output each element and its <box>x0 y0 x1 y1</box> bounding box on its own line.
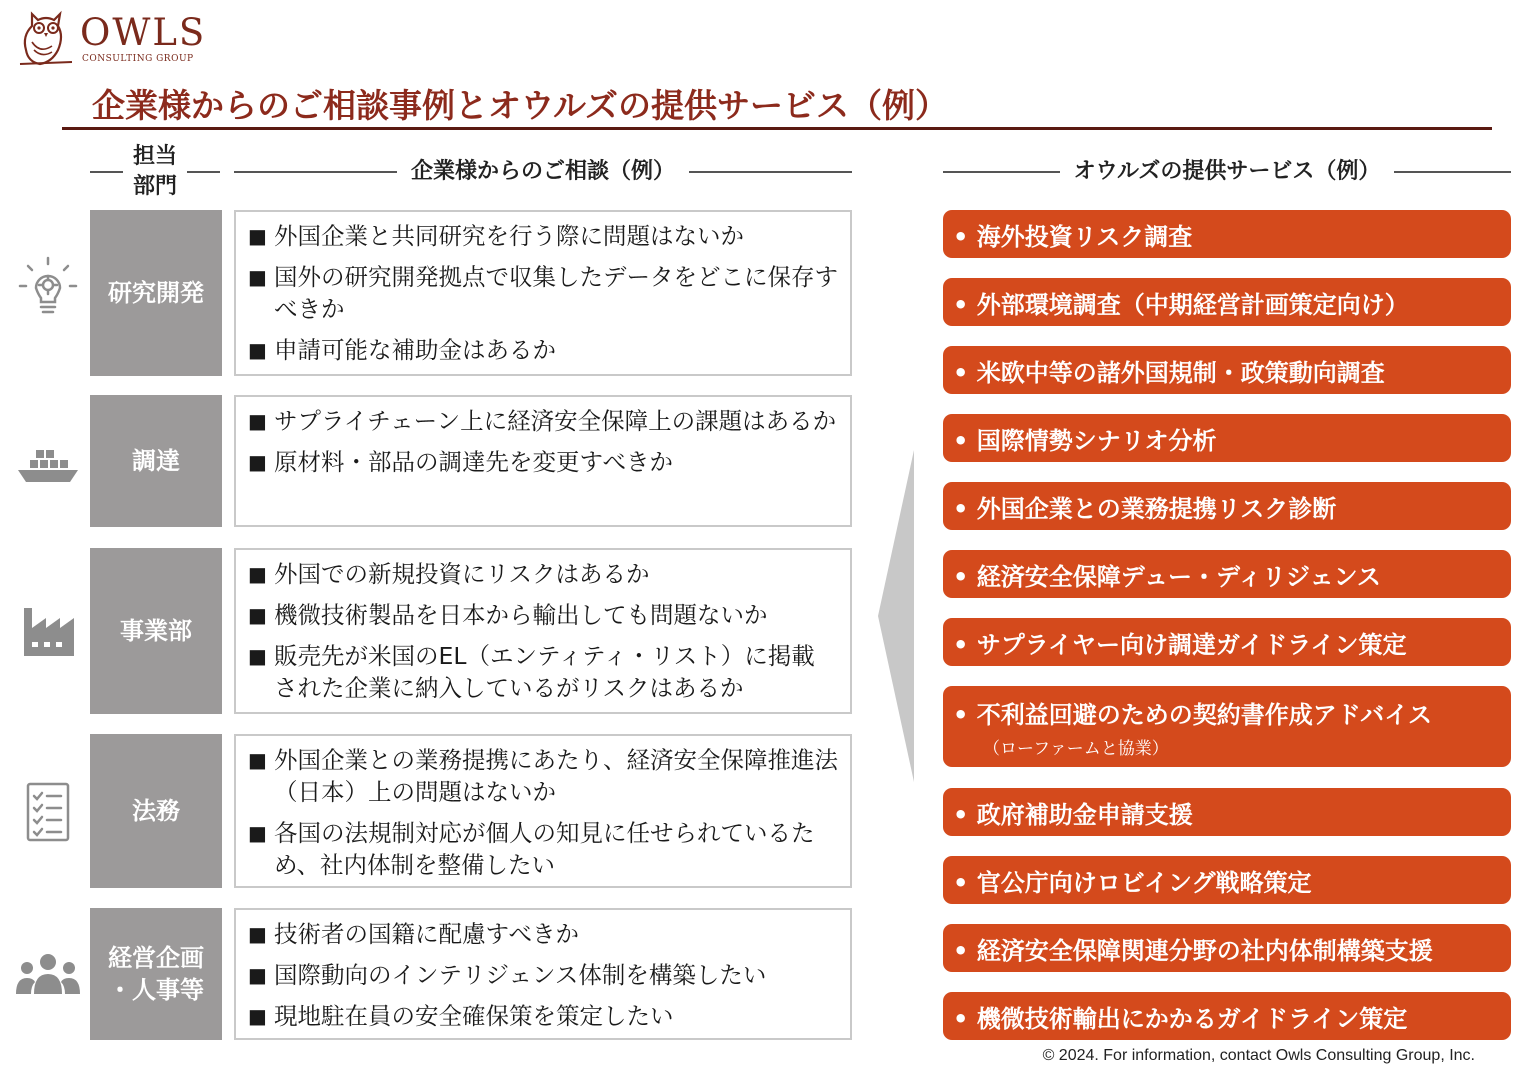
list-item: ■ 販売先が米国のEL（エンティティ・リスト）に掲載された企業に納入しているがリスクはあるか <box>248 642 815 702</box>
service-item: • 経済安全保障デュー・ディリジェンス <box>943 550 1511 598</box>
list-item: ■ 外国での新規投資にリスクはあるか <box>248 560 650 588</box>
consultation-box-legal <box>234 734 852 888</box>
consultation-header-label: 企業様からのご相談（例） <box>411 159 676 185</box>
dept-label-rnd: 研究開発 <box>90 210 222 376</box>
services-column-header <box>943 152 1511 192</box>
logo-subtitle: CONSULTING GROUP <box>82 54 194 64</box>
copyright-footer: © 2024. For information, contact Owls Consulting Group, Inc. <box>1042 1047 1475 1064</box>
service-item: • 経済安全保障関連分野の社内体制構築支援 <box>943 924 1511 972</box>
services-header-label: オウルズの提供サービス（例） <box>1073 159 1381 185</box>
list-item: ■ 現地駐在員の安全確保策を策定したい <box>248 1002 674 1030</box>
cargo-ship-icon <box>14 428 82 496</box>
page-title: 企業様からのご相談事例とオウルズの提供サービス（例） <box>92 86 949 125</box>
dept-label-line2: ・人事等 <box>108 976 204 1004</box>
consultation-box-rnd <box>234 210 852 376</box>
list-item: ■ 外国企業と共同研究を行う際に問題はないか <box>248 222 744 250</box>
dept-label-line1: 経営企画 <box>108 943 204 972</box>
people-group-icon <box>14 942 82 1010</box>
company-logo <box>18 6 218 68</box>
consultation-box-planning-hr <box>234 908 852 1040</box>
factory-icon <box>14 596 82 664</box>
list-item: ■ 機微技術製品を日本から輸出しても問題ないか <box>248 601 768 629</box>
dept-column-header <box>90 140 220 204</box>
list-item: ■ 申請可能な補助金はあるか <box>248 336 556 364</box>
service-item: • 海外投資リスク調査 <box>943 210 1511 258</box>
service-item: • 機微技術輸出にかかるガイドライン策定 <box>943 992 1511 1040</box>
consultation-box-business <box>234 548 852 714</box>
list-item: ■ 各国の法規制対応が個人の知見に任せられているため、社内体制を整備したい <box>248 819 815 879</box>
service-item: • 国際情勢シナリオ分析 <box>943 414 1511 462</box>
list-item: ■ 外国企業との業務提携にあたり、経済安全保障推進法（日本）上の問題はないか <box>248 746 838 806</box>
consultation-box-procurement <box>234 395 852 527</box>
checklist-icon <box>14 778 82 846</box>
service-item: • 不利益回避のための契約書作成アドバイス （ローファームと協業） <box>943 686 1511 767</box>
list-item: ■ 原材料・部品の調達先を変更すべきか <box>248 448 674 476</box>
list-item: ■ 国外の研究開発拠点で収集したデータをどこに保存すべきか <box>248 263 838 323</box>
left-arrow-icon <box>876 450 916 782</box>
service-item: • 外国企業との業務提携リスク診断 <box>943 482 1511 530</box>
service-item: • 米欧中等の諸外国規制・政策動向調査 <box>943 346 1511 394</box>
owl-logo-icon <box>18 6 74 66</box>
consultation-column-header <box>234 152 852 192</box>
title-divider <box>62 127 1492 130</box>
service-item: • 政府補助金申請支援 <box>943 788 1511 836</box>
dept-label-business: 事業部 <box>90 548 222 714</box>
lightbulb-gear-icon <box>14 252 82 320</box>
dept-header-line1: 担当 <box>133 144 178 170</box>
list-item: ■ 技術者の国籍に配慮すべきか <box>248 920 580 948</box>
service-item: • 官公庁向けロビイング戦略策定 <box>943 856 1511 904</box>
dept-label-procurement: 調達 <box>90 395 222 527</box>
logo-name: OWLS <box>80 11 207 54</box>
list-item: ■ 国際動向のインテリジェンス体制を構築したい <box>248 961 767 989</box>
service-item: • サプライヤー向け調達ガイドライン策定 <box>943 618 1511 666</box>
service-item: • 外部環境調査（中期経営計画策定向け） <box>943 278 1511 326</box>
service-subnote: （ローファームと協業） <box>983 738 1169 759</box>
dept-header-line2: 部門 <box>133 174 178 199</box>
dept-label-legal: 法務 <box>90 734 222 888</box>
list-item: ■ サプライチェーン上に経済安全保障上の課題はあるか <box>248 407 837 435</box>
dept-label-planning-hr <box>90 908 222 1040</box>
